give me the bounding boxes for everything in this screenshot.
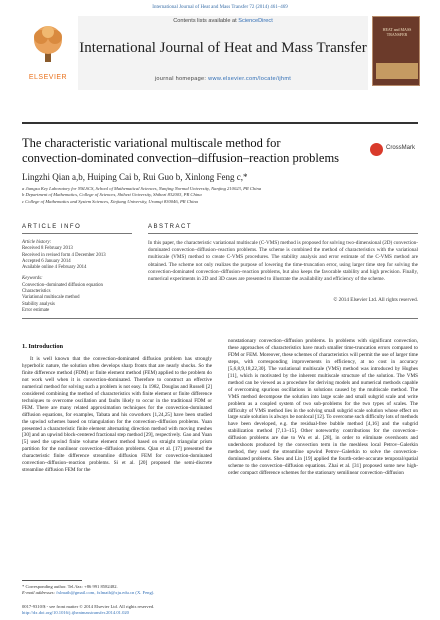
abstract-body: In this paper, the characteristic variational multiscale (C-VMS) method is proposed for solving two-dimensional (2D) convection-dominated convection–diffusion–reaction problems. The scheme is combined the method of characteristics with the variational multiscale (VMS) method to create C-VMS procedures. The stability analysis and error estimate of the C-VMS method are obtained. The scheme not only realizes the purpose of lowering the time-truncation error, using larger time step for solving the convection-dominated convection–diffusion–reaction problems, but also keeps the favorable stability and high precision. Finally, numerical experiments in 2D and 3D cases are presented to illustrate the availability and efficiency of the scheme. [148,240,418,283]
crossmark-label: CrossMark [386,145,416,151]
journal-title: International Journal of Heat and Mass Transfer [79,40,367,56]
keywords-label: Keywords: [22,276,43,282]
doi-link[interactable]: http://dx.doi.org/10.1016/j.ijheatmasstransfer.2014.01.020 [22,609,129,615]
publication-meta [22,604,272,616]
affiliation-b: b Department of Mathematics, College of Sciences, Shihezi University, Shihezi 832003, PR China [22,192,202,198]
keyword-item: Error estimate [22,307,50,313]
masthead-divider [22,122,418,124]
abstract-bottom-rule [22,318,418,319]
journal-masthead [22,14,422,94]
homepage-prefix: journal homepage: [154,76,207,82]
affiliation-c: c College of Mathematics and System Sciences, Xinjiang University, Urumqi 830046, PR China [22,198,198,204]
crossmark-badge[interactable] [370,142,422,158]
introduction-heading: 1. Introduction [22,343,64,350]
footnote-divider [22,580,82,581]
homepage-link[interactable]: www.elsevier.com/locate/ijhmt [208,76,292,82]
footnotes [22,584,222,596]
keyword-item: Characteristics [22,289,51,295]
history-label: Article history: [22,240,52,245]
corresponding-author-note: * Corresponding author. Tel./fax: +86 991 8582482. [22,584,118,589]
article-title: The characteristic variational multiscale method for convection-dominated convection–diffusion–reaction problems [22,136,340,165]
keyword-item: Variational multiscale method [22,295,80,301]
email-prefix: E-mail addresses: [22,590,56,595]
affiliations [22,186,418,205]
crossmark-icon [370,143,383,156]
elsevier-tree-icon [28,24,68,64]
elsevier-logo[interactable] [22,18,74,86]
body-left-column: It is well known that the convection-dominated diffusion problem has strongly hyperbolic nature, the solution often develops sharp fronts that are nearly shocks. So the finite difference method (FDM) or finite element method (FEM) applied to the problem do not work well when it is convection-dominated. Therefore to construct an effective numerical method for solving such a problem is not easy. In 1982, Douglas and Russell [2] considered combining the method of characteristics with finite element or finite difference techniques to overcome oscillation and faults likely to occur in the traditional FDM or FEM. There are many related approximation techniques for the convection-dominated diffusion equations, for examples, Tabata and his coworkers [1,24,25] have been studied the upwind schemes based on triangulation for the convection–diffusion problems. Yuan presented a characteristic finite element alternating direction method with moving meshes [30] and an upwind block-centered fractional step method [29], respectively. Gao and Yuan [5] used the upwind finite volume element method based on straight triangular prism partition for the nonlinear convection–diffusion problems. Qian et al. [17] presented the characteristic finite difference streamline diffusion FEM for convection-dominated convection–diffusion–reaction problems. Si et al. [20] proposed the semi-discrete streamline diffusion FEM for the [22,356,212,474]
homepage-line [78,76,368,82]
journal-banner [78,16,368,90]
email-line [22,590,222,596]
keyword-item: Convection–dominated diffusion equation [22,282,103,288]
sciencedirect-link[interactable]: ScienceDirect [238,18,273,24]
history-accepted: Accepted 6 January 2014 [22,258,71,264]
keyword-item: Stability analysis [22,301,55,307]
article-info [22,240,132,314]
publisher-name: ELSEVIER [28,74,68,81]
article-info-heading: ARTICLE INFO [22,224,82,230]
body-right-column: nonstationary convection–diffusion problems. In problems with significant convection, these approaches of characteristics have much smaller time-truncation errors compared to FDM or FEM. Moreover, these schemes of characteristics will permit the use of larger time steps, with corresponding improvements in efficiency, at no cost in accuracy [5,6,8,9,18,22,30]. The variational multiscale (VMS) method was introduced by Hughes [11], which is motivated by the inherent multiscale structure of the solution. The VMS method can be viewed as a procedure for deriving models and numerical methods capable of overcoming spurious oscillations in solutions caused by the multiscale method. The VMS method decompose the solution into large scale and small subgrid scale and write problem as a coupled system of two sub-problems for the two types of scales. The difficulty of VMS method lies in the solving small subgrid scale solution whose effect on large scale solution is always be nonlocal [12]. To overcome such difficulty lots of methods have been developed, e.g. the residual-free bubble method [4,16] and the subgrid stabilization method [7,13–15]. Other noteworthy contributions for the convection–diffusion problems are due to Wu et al. [28], in order to eliminate overshoots and undershoots produced by the convection term in the meshless local Petrov–Galerkin method, they used the streamline upwind Petrov–Galerkin to solve the convection-dominated problems. Sheu and Lin [19] applied the fourth-order-accurate temporal/spatial scheme to the convection–diffusion equations. Zhai et al. [31] proposed some new high-order compact difference schemes for the stationary semilinear convection–diffusion [228,338,418,477]
cover-title: HEAT and MASS TRANSFER [382,27,412,37]
email-links[interactable]: fxlmath@gmail.com, fxlmath@xju.edu.cn (X. Feng). [56,590,155,595]
cover-decoration [376,63,418,79]
journal-reference[interactable]: International Journal of Heat and Mass Transfer 72 (2014) 461–469 [152,5,288,10]
contents-prefix: Contents lists available at [173,18,237,24]
history-revised: Received in revised form 4 December 2013 [22,252,106,258]
journal-cover-thumbnail[interactable] [372,16,420,86]
contents-line [78,18,368,24]
history-received: Received 8 February 2013 [22,246,73,252]
abstract-rule [148,233,418,234]
author-list: Lingzhi Qian a,b, Huiping Cai b, Rui Guo b, Xinlong Feng c,* [22,172,248,182]
abstract-heading: ABSTRACT [148,224,193,230]
issn-line: 0017-9310/$ - see front matter © 2014 Elsevier Ltd. All rights reserved. [22,604,155,609]
abstract-copyright: © 2014 Elsevier Ltd. All rights reserved. [333,297,418,303]
info-rule [22,233,132,234]
affiliation-a: a Jiangsu Key Laboratory for NSLSCS, School of Mathematical Sciences, Nanjing Normal University, Nanjing 210023, PR China [22,186,262,191]
history-online: Available online 4 February 2014 [22,265,87,271]
